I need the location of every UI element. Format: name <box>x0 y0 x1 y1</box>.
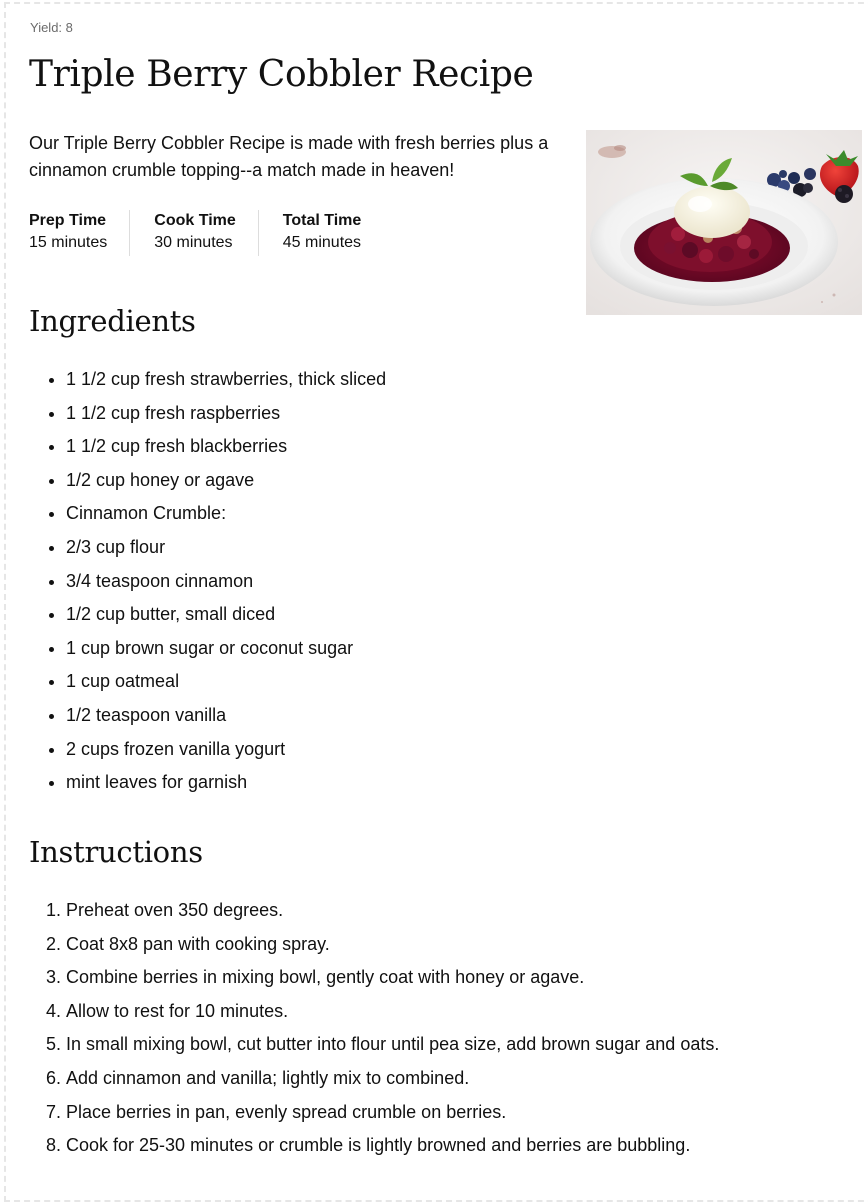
recipe-title: Triple Berry Cobbler Recipe <box>29 54 534 95</box>
instructions-list <box>29 894 719 1163</box>
total-time-label: Total Time <box>282 212 362 229</box>
instruction-step: 2. Coat 8x8 pan with cooking spray. <box>66 928 719 962</box>
ingredient-item: • 1/2 cup butter, small diced <box>66 598 386 632</box>
ingredient-item: • 3/4 teaspoon cinnamon <box>66 565 386 599</box>
instructions-heading: Instructions <box>29 835 203 869</box>
instruction-step: 4. Allow to rest for 10 minutes. <box>66 995 719 1029</box>
prep-time-value: 15 minutes <box>29 234 108 251</box>
ingredient-item: • 1 1/2 cup fresh blackberries <box>66 430 386 464</box>
ice-cream-icon <box>674 186 750 238</box>
prep-time <box>29 210 130 256</box>
cook-time-value: 30 minutes <box>154 234 233 251</box>
recipe-photo <box>586 130 862 315</box>
ingredient-item: • mint leaves for garnish <box>66 766 386 800</box>
instruction-step: 1. Preheat oven 350 degrees. <box>66 894 719 928</box>
ingredients-heading: Ingredients <box>29 304 196 338</box>
instruction-step: 3. Combine berries in mixing bowl, gently coat with honey or agave. <box>66 961 719 995</box>
total-time <box>283 210 384 256</box>
ingredient-item: • 2 cups frozen vanilla yogurt <box>66 733 386 767</box>
cook-time <box>154 210 259 256</box>
total-time-value: 45 minutes <box>282 234 362 251</box>
ingredient-item: • 1 1/2 cup fresh raspberries <box>66 397 386 431</box>
ingredient-item: • Cinnamon Crumble: <box>66 497 386 531</box>
recipe-times <box>29 210 383 256</box>
prep-time-label: Prep Time <box>29 212 107 229</box>
cook-time-label: Cook Time <box>154 212 236 229</box>
ingredient-item: • 1 cup oatmeal <box>66 665 386 699</box>
recipe-summary: Our Triple Berry Cobbler Recipe is made with fresh berries plus a cinnamon crumble topping--a match made in heaven! <box>29 133 549 180</box>
instruction-step: 5. In small mixing bowl, cut butter into flour until pea size, add brown sugar and oats. <box>66 1028 719 1062</box>
ingredient-item: • 1 1/2 cup fresh strawberries, thick sliced <box>66 363 386 397</box>
instruction-step: 7. Place berries in pan, evenly spread crumble on berries. <box>66 1096 719 1130</box>
instruction-step: 6. Add cinnamon and vanilla; lightly mix to combined. <box>66 1062 719 1096</box>
instruction-step: 8. Cook for 25-30 minutes or crumble is lightly browned and berries are bubbling. <box>66 1129 719 1163</box>
ingredients-list <box>29 363 386 800</box>
ingredient-item: • 1/2 cup honey or agave <box>66 464 386 498</box>
ingredient-item: • 2/3 cup flour <box>66 531 386 565</box>
ingredient-item: • 1 cup brown sugar or coconut sugar <box>66 632 386 666</box>
recipe-yield: Yield: 8 <box>30 20 73 35</box>
ingredient-item: • 1/2 teaspoon vanilla <box>66 699 386 733</box>
